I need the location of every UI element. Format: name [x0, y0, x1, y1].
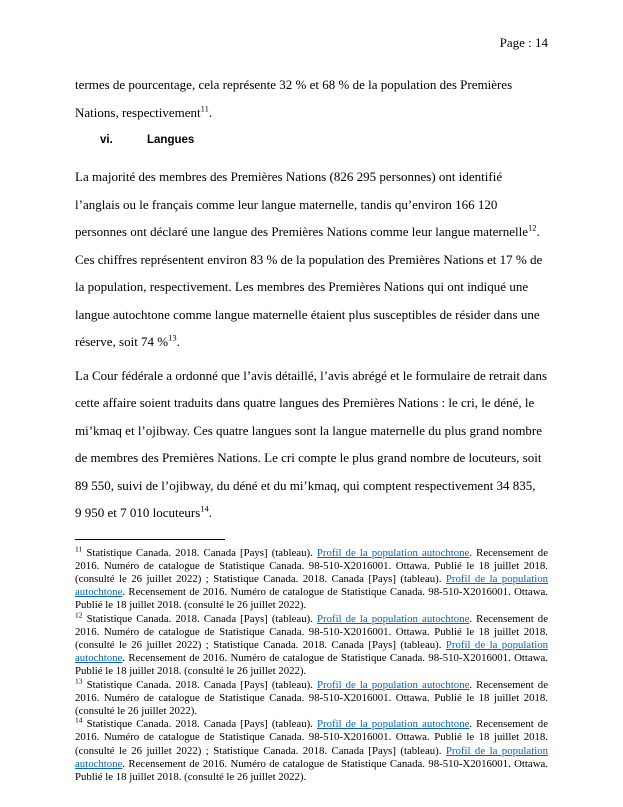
footnote-text: . Recensement de 2016. Numéro de catalogue de Statistique Canada. 98-510-X2016001. Ottawa. Publié le 18 juillet 2018. (consulté le 26 juillet 2022) ; Statistique Canada. 2018. Canada [Pays] (tableau).: [75, 612, 548, 651]
section-numeral: vi.: [100, 134, 113, 146]
footnote-link-profil-population-autochtone[interactable]: Profil de la population autochtone: [316, 678, 470, 691]
footnote-link-profil-population-autochtone[interactable]: Profil de la population autochtone: [316, 718, 470, 731]
footnote-link-profil-population-autochtone[interactable]: Profil de la population autochtone: [316, 612, 470, 625]
section-heading-langues: [100, 134, 548, 147]
section-title: Langues: [147, 134, 195, 146]
footnote-marker-13: 13: [75, 675, 83, 685]
paragraph-text: .: [208, 505, 213, 520]
footnote-ref-12: 12: [528, 222, 537, 233]
footnote-ref-14: 14: [200, 503, 209, 514]
footnote-text: Statistique Canada. 2018. Canada [Pays] (tableau).: [82, 546, 317, 559]
footnotes-section: [75, 543, 548, 785]
footnote-12: [75, 609, 548, 679]
footnote-ref-13: 13: [168, 332, 177, 343]
footnote-link-profil-population-autochtone[interactable]: Profil de la population autochtone: [75, 572, 548, 599]
footnote-14: [75, 715, 548, 784]
footnote-marker-14: 14: [75, 715, 83, 725]
footnote-text: . Recensement de 2016. Numéro de catalogue de Statistique Canada. 98-510-X2016001. Ottawa. Publié le 18 juillet 2018. (consulté le 26 juillet 2022) ; Statistique Canada. 2018. Canada [Pays] (tableau).: [75, 718, 548, 757]
page-number: Page : 14: [499, 35, 548, 50]
paragraph-languages-stats: [75, 163, 548, 356]
footnote-text: Statistique Canada. 2018. Canada [Pays] (tableau).: [82, 718, 317, 731]
footnote-13: [75, 675, 548, 719]
paragraph-text: La majorité des membres des Premières Nations (826 295 personnes) ont identifié l’anglais ou le français comme leur langue maternelle, tandis qu’environ 166 120 personnes ont déclaré une langue des Premières Nations comme leur langue maternelle: [75, 169, 529, 239]
paragraph-text: . Ces chiffres représentent environ 83 % de la population des Premières Nations et 17 % de la population, respectivement. Les membres des Premières Nations qui ont indiqué une langue autochtone comme langue maternelle étaient plus susceptibles de résider dans une réserve, soit 74 %: [75, 224, 543, 349]
footnote-marker-11: 11: [75, 543, 83, 553]
footnote-text: . Recensement de 2016. Numéro de catalogue de Statistique Canada. 98-510-X2016001. Ottawa. Publié le 18 juillet 2018. (consulté le 26 juillet 2022).: [75, 678, 548, 717]
footnote-text: . Recensement de 2016. Numéro de catalogue de Statistique Canada. 98-510-X2016001. Ottawa. Publié le 18 juillet 2018. (consulté le 26 juillet 2022).: [75, 586, 548, 612]
footnote-separator: [75, 539, 225, 540]
paragraph-text: .: [176, 334, 180, 349]
footnote-link-profil-population-autochtone[interactable]: Profil de la population autochtone: [75, 744, 548, 770]
footnote-text: . Recensement de 2016. Numéro de catalogue de Statistique Canada. 98-510-X2016001. Ottawa. Publié le 18 juillet 2018. (consulté le 26 juillet 2022) ; Statistique Canada. 2018. Canada [Pays] (tableau).: [75, 546, 548, 585]
footnote-text: Statistique Canada. 2018. Canada [Pays] (tableau).: [82, 612, 317, 625]
paragraph-text: termes de pourcentage, cela représente 32 % et 68 % de la population des Premières Nations, respectivement: [75, 77, 513, 120]
footnote-text: . Recensement de 2016. Numéro de catalogue de Statistique Canada. 98-510-X2016001. Ottawa. Publié le 18 juillet 2018. (consulté le 26 juillet 2022).: [75, 757, 548, 783]
footnote-link-profil-population-autochtone[interactable]: Profil de la population autochtone: [75, 638, 548, 665]
footnote-ref-11: 11: [200, 103, 209, 114]
footnote-text: . Recensement de 2016. Numéro de catalogue de Statistique Canada. 98-510-X2016001. Ottawa. Publié le 18 juillet 2018. (consulté le 26 juillet 2022).: [75, 652, 548, 678]
footnote-link-profil-population-autochtone[interactable]: Profil de la population autochtone: [316, 546, 470, 559]
paragraph-continuation: [75, 71, 548, 126]
footnote-marker-12: 12: [75, 609, 83, 619]
paragraph-court-order: [75, 362, 548, 527]
paragraph-text: .: [208, 104, 213, 120]
footnote-11: [75, 543, 548, 613]
paragraph-text: La Cour fédérale a ordonné que l’avis détaillé, l’avis abrégé et le formulaire de retrait dans cette affaire soient traduits dans quatre langues des Premières Nations : le cri, le déné, le mi’kmaq et l’ojibway. Ces quatre langues sont la langue maternelle du plus grand nombre de membres des Premières Nations. Le cri compte le plus grand nombre de locuteurs, soit 89 550, suivi de l’ojibway, du déné et du mi’kmaq, qui comptent respectivement 34 835, 9 950 et 7 010 locuteurs: [75, 367, 548, 520]
footnote-text: Statistique Canada. 2018. Canada [Pays] (tableau).: [82, 678, 317, 691]
